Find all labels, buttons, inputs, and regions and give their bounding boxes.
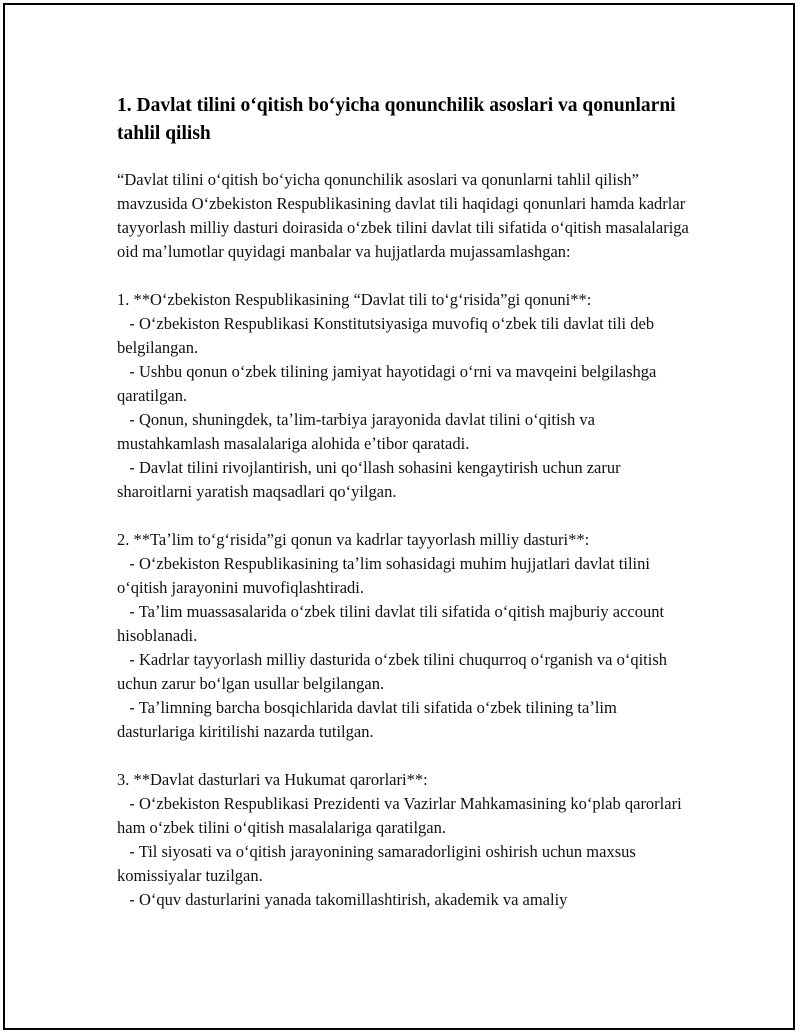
section-3	[117, 768, 697, 912]
section-2	[117, 528, 697, 744]
list-item: - Taʼlim muassasalarida oʻzbek tilini davlat tili sifatida oʻqitish majburiy account hisoblanadi.	[117, 602, 669, 645]
list-item: - Ushbu qonun oʻzbek tilining jamiyat hayotidagi oʻrni va mavqeini belgilashga qaratilgan.	[117, 362, 661, 405]
section-title: 2. **Taʼlim toʻgʻrisida”gi qonun va kadrlar tayyorlash milliy dasturi**:	[117, 530, 590, 549]
section-1	[117, 288, 697, 504]
list-item: - Taʼlimning barcha bosqichlarida davlat tili sifatida oʻzbek tilining taʼlim dasturlariga kiritilishi nazarda tutilgan.	[117, 698, 621, 741]
list-item: - Davlat tilini rivojlantirish, uni qoʻllash sohasini kengaytirish uchun zarur sharoitlarni yaratish maqsadlari qoʻyilgan.	[117, 458, 625, 501]
section-heading: 1. Davlat tilini oʻqitish boʻyicha qonunchilik asoslari va qonunlarni tahlil qilish	[117, 95, 676, 144]
list-item: - Til siyosati va oʻqitish jarayonining samaradorligini oshirish uchun maxsus komissiyalar tuzilgan.	[117, 842, 640, 885]
list-item: - Oʻquv dasturlarini yanada takomillashtirish, akademik va amaliy	[117, 890, 568, 909]
section-title: 3. **Davlat dasturlari va Hukumat qarorlari**:	[117, 770, 428, 789]
intro-paragraph: “Davlat tilini oʻqitish boʻyicha qonunchilik asoslari va qonunlarni tahlil qilish” mavzusida Oʻzbekiston Respublikasining davlat tili haqidagi qonunlari hamda kadrlar tayyorlash milliy dasturi doirasida oʻzbek tilini davlat tili sifatida oʻqitish masalalariga oid maʼlumotlar quyidagi manbalar va hujjatlarda mujassamlashgan:	[117, 170, 693, 261]
section-title: 1. **Oʻzbekiston Respublikasining “Davlat tili toʻgʻrisida”gi qonuni**:	[117, 290, 592, 309]
document-body	[117, 92, 697, 912]
list-item: - Oʻzbekiston Respublikasi Konstitutsiyasiga muvofiq oʻzbek tili davlat tili deb belgilangan.	[117, 314, 659, 357]
list-item: - Kadrlar tayyorlash milliy dasturida oʻzbek tilini chuqurroq oʻrganish va oʻqitish uchun zarur boʻlgan usullar belgilangan.	[117, 650, 672, 693]
list-item: - Oʻzbekiston Respublikasining taʼlim sohasidagi muhim hujjatlari davlat tilini oʻqitish jarayonini muvofiqlashtiradi.	[117, 554, 655, 597]
list-item: - Oʻzbekiston Respublikasi Prezidenti va Vazirlar Mahkamasining koʻplab qarorlari ham oʻzbek tilini oʻqitish masalalariga qaratilgan.	[117, 794, 686, 837]
list-item: - Qonun, shuningdek, taʼlim-tarbiya jarayonida davlat tilini oʻqitish va mustahkamlash masalalariga alohida eʼtibor qaratadi.	[117, 410, 600, 453]
